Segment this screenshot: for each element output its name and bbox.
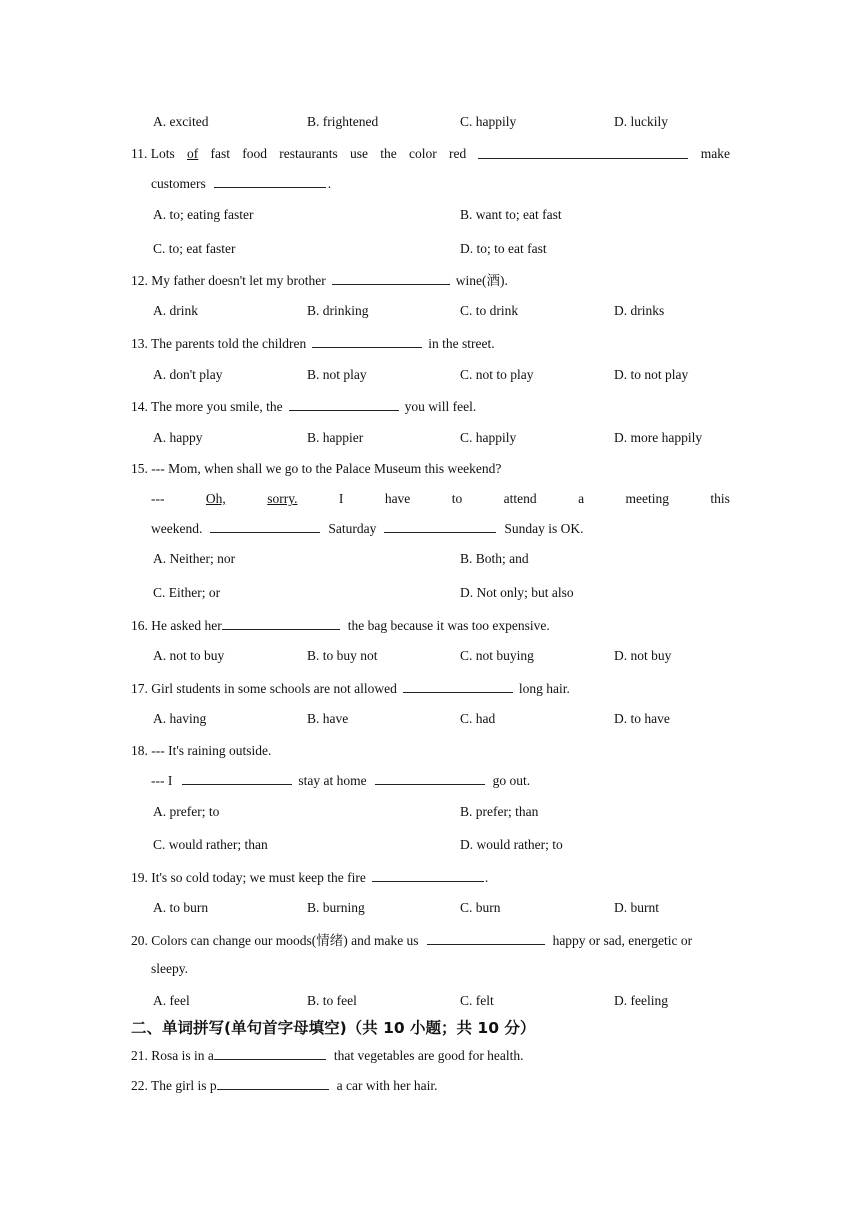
q15-blank-2[interactable] (384, 519, 496, 533)
q22-pre: 22. The girl is p (131, 1078, 217, 1093)
q18-blank-2[interactable] (375, 771, 485, 785)
q10-option-a: A. excited (153, 114, 209, 129)
q11-period: . (327, 176, 332, 191)
q15-word: Oh, (205, 491, 226, 506)
q18-blank-1[interactable] (182, 771, 292, 785)
q22-post: a car with her hair. (336, 1078, 438, 1093)
q15-word: this (710, 491, 730, 506)
q11-word: fast (210, 146, 230, 161)
q12-option-c: C. to drink (460, 303, 519, 318)
q17-option-c: C. had (460, 711, 496, 726)
q20-blank[interactable] (427, 931, 545, 945)
q13-option-b: B. not play (307, 367, 367, 382)
q16-stem (131, 616, 550, 635)
section-heading: 二、单词拼写(单句首字母填空)（共 10 小题；共 10 分） (131, 1019, 536, 1037)
q15-option-c: C. Either; or (153, 585, 221, 600)
q16-option-c: C. not buying (460, 648, 534, 663)
q15-option-d: D. Not only; but also (460, 585, 574, 600)
q18-a: --- I (151, 773, 173, 788)
q16-option-d: D. not buy (614, 648, 672, 663)
q15-line2 (151, 490, 730, 508)
q20-post: happy or sad, energetic or (552, 933, 693, 948)
q15-word: I (338, 491, 344, 506)
q12-post: wine(酒). (455, 273, 508, 288)
q18-option-d: D. would rather; to (460, 837, 563, 852)
q11-word: the (380, 146, 397, 161)
q18-line2 (151, 771, 530, 790)
q19-blank[interactable] (372, 868, 484, 882)
q15-line3-b: Saturday (328, 521, 377, 536)
q15-line3 (151, 519, 584, 538)
q17-post: long hair. (518, 681, 570, 696)
q14-stem (131, 397, 476, 416)
q14-option-b: B. happier (307, 430, 364, 445)
q19-option-c: C. burn (460, 900, 501, 915)
q11-blank-2[interactable] (214, 174, 326, 188)
q11-line1 (131, 145, 730, 163)
q15-word: meeting (625, 491, 669, 506)
q16-option-b: B. to buy not (307, 648, 378, 663)
q18-option-b: B. prefer; than (460, 804, 539, 819)
q13-option-a: A. don't play (153, 367, 223, 382)
q18-c: go out. (492, 773, 531, 788)
q11-word: restaurants (279, 146, 338, 161)
q12-option-b: B. drinking (307, 303, 369, 318)
q20-line2: sleepy. (151, 961, 188, 976)
q15-word: sorry. (267, 491, 298, 506)
q19-option-b: B. burning (307, 900, 365, 915)
q13-option-c: C. not to play (460, 367, 534, 382)
q20-stem (131, 931, 692, 950)
q15-word: attend (503, 491, 537, 506)
q17-option-d: D. to have (614, 711, 670, 726)
q13-pre: 13. The parents told the children (131, 336, 307, 351)
q13-stem (131, 334, 495, 353)
q11-option-a: A. to; eating faster (153, 207, 254, 222)
q15-word: --- (151, 491, 165, 506)
q11-word: use (349, 146, 368, 161)
q21-post: that vegetables are good for health. (333, 1048, 524, 1063)
q14-pre: 14. The more you smile, the (131, 399, 283, 414)
q15-word: a (578, 491, 585, 506)
q11-option-d: D. to; to eat fast (460, 241, 547, 256)
q14-blank[interactable] (289, 397, 399, 411)
q11-word: 11. Lots (131, 146, 175, 161)
q22-blank[interactable] (217, 1076, 329, 1090)
q12-blank[interactable] (332, 271, 450, 285)
q19-option-a: A. to burn (153, 900, 209, 915)
q21-stem (131, 1046, 524, 1065)
q21-pre: 21. Rosa is in a (131, 1048, 214, 1063)
q12-pre: 12. My father doesn't let my brother (131, 273, 326, 288)
q12-option-d: D. drinks (614, 303, 665, 318)
q15-word: to (451, 491, 463, 506)
q11-word: color (408, 146, 437, 161)
q22-stem (131, 1076, 437, 1095)
q15-blank-1[interactable] (210, 519, 320, 533)
q19-pre: 19. It's so cold today; we must keep the fire (131, 870, 366, 885)
q19-option-d: D. burnt (614, 900, 659, 915)
q12-option-a: A. drink (153, 303, 198, 318)
q17-stem (131, 679, 570, 698)
q11-word: make (700, 146, 730, 161)
q10-option-d: D. luckily (614, 114, 668, 129)
q11-word: red (448, 146, 467, 161)
q16-pre: 16. He asked her (131, 618, 222, 633)
q11-blank-1[interactable] (478, 145, 688, 159)
q15-word: have (384, 491, 411, 506)
q19-stem (131, 868, 488, 887)
q16-post: the bag because it was too expensive. (347, 618, 550, 633)
q17-blank[interactable] (403, 679, 513, 693)
q11-line2 (151, 174, 331, 193)
q14-option-c: C. happily (460, 430, 517, 445)
q13-post: in the street. (428, 336, 495, 351)
q14-option-a: A. happy (153, 430, 203, 445)
q15-line1: 15. --- Mom, when shall we go to the Palace Museum this weekend? (131, 461, 502, 476)
q11-word: of (187, 146, 199, 161)
q20-option-c: C. felt (460, 993, 494, 1008)
q20-option-a: A. feel (153, 993, 190, 1008)
q18-line1: 18. --- It's raining outside. (131, 743, 272, 758)
q10-option-c: C. happily (460, 114, 517, 129)
q13-blank[interactable] (312, 334, 422, 348)
q16-blank[interactable] (222, 616, 340, 630)
q14-option-d: D. more happily (614, 430, 703, 445)
q18-b: stay at home (298, 773, 367, 788)
q15-line3-a: weekend. (151, 521, 203, 536)
q20-option-d: D. feeling (614, 993, 668, 1008)
q11-line2-text: customers (151, 176, 206, 191)
q11-option-b: B. want to; eat fast (460, 207, 562, 222)
q15-option-b: B. Both; and (460, 551, 529, 566)
q17-option-a: A. having (153, 711, 207, 726)
q20-pre: 20. Colors can change our moods(情绪) and make us (131, 933, 419, 948)
q20-option-b: B. to feel (307, 993, 357, 1008)
q17-option-b: B. have (307, 711, 349, 726)
q15-option-a: A. Neither; nor (153, 551, 236, 566)
q15-line3-c: Sunday is OK. (504, 521, 584, 536)
q21-blank[interactable] (214, 1046, 326, 1060)
q13-option-d: D. to not play (614, 367, 689, 382)
q16-option-a: A. not to buy (153, 648, 225, 663)
q14-post: you will feel. (404, 399, 477, 414)
q12-stem (131, 271, 508, 290)
q19-post: . (484, 870, 489, 885)
q17-pre: 17. Girl students in some schools are not allowed (131, 681, 397, 696)
q11-option-c: C. to; eat faster (153, 241, 236, 256)
q18-option-c: C. would rather; than (153, 837, 268, 852)
q10-option-b: B. frightened (307, 114, 379, 129)
q18-option-a: A. prefer; to (153, 804, 220, 819)
q11-word: food (242, 146, 267, 161)
